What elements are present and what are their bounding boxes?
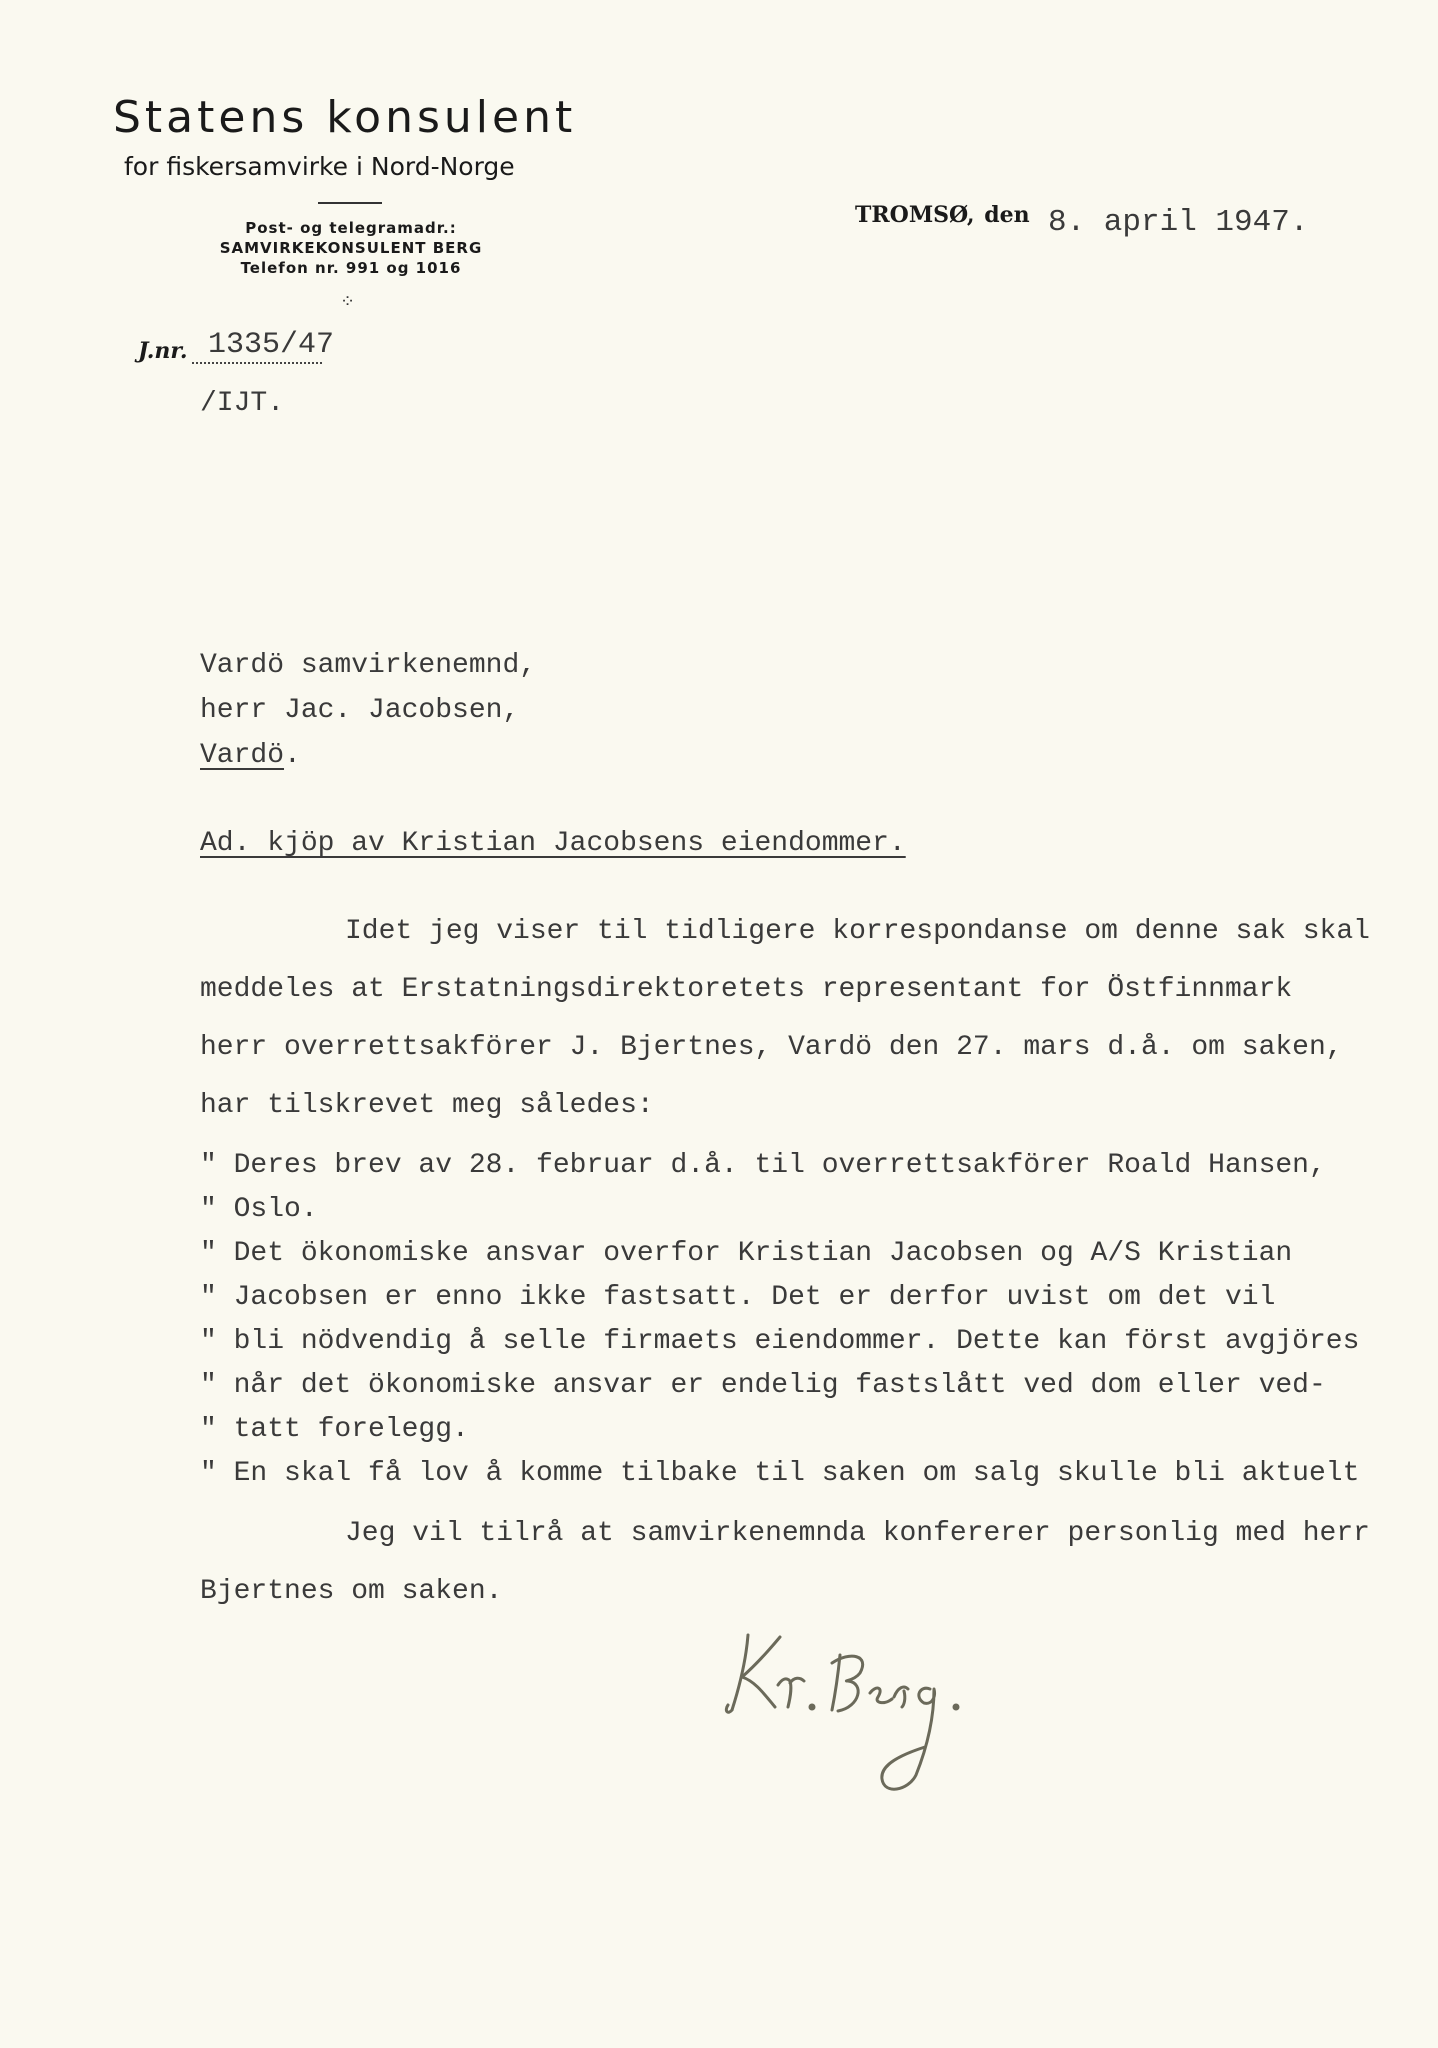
journal-number-label: J.nr.	[138, 338, 188, 364]
recipient-city-period: .	[284, 740, 301, 771]
recipient-line-2: herr Jac. Jacobsen,	[200, 695, 520, 726]
letterhead-divider	[318, 202, 382, 204]
recipient-line-1: Vardö samvirkenemnd,	[200, 650, 537, 681]
ornament-icon: ⁘	[340, 291, 356, 312]
quote-line: " Deres brev av 28. februar d.å. til overrettsakförer Roald Hansen,	[200, 1150, 1326, 1181]
letter-subject: Ad. kjöp av Kristian Jacobsens eiendommer.	[200, 828, 906, 859]
letterhead-subtitle: for fiskersamvirke i Nord-Norge	[124, 152, 515, 181]
quote-line: " Det ökonomiske ansvar overfor Kristian Jacobsen og A/S Kristian	[200, 1238, 1293, 1269]
reference-initials: /IJT.	[200, 388, 285, 419]
letterhead-contact	[190, 218, 512, 278]
body-line-1: Idet jeg viser til tidligere korrespondanse om denne sak skal	[345, 916, 1370, 947]
recipient-line-3	[200, 740, 301, 771]
contact-line-2: SAMVIRKEKONSULENT BERG	[219, 239, 483, 257]
closing-line-1: Jeg vil tilrå at samvirkenemnda konfererer personlig med herr	[345, 1518, 1370, 1549]
body-line-2: meddeles at Erstatningsdirektoretets representant for Östfinnmark	[200, 974, 1293, 1005]
recipient-city: Vardö	[200, 740, 285, 771]
contact-line-1: Post- og telegramadr.:	[245, 219, 457, 237]
quote-line: " En skal få lov å komme tilbake til saken om salg skulle bli aktuelt	[200, 1458, 1360, 1489]
quote-line: " Jacobsen er enno ikke fastsatt. Det er derfor uvist om det vil	[200, 1282, 1276, 1313]
quote-line: " når det ökonomiske ansvar er endelig fastslått ved dom eller ved-	[200, 1370, 1326, 1401]
place-name: TROMSØ,	[855, 202, 975, 228]
contact-line-3: Telefon nr. 991 og 1016	[240, 259, 462, 277]
letter-date: 8. april 1947.	[1048, 205, 1309, 240]
place-den: den	[984, 202, 1030, 228]
body-line-4: har tilskrevet meg således:	[200, 1090, 654, 1121]
place-header	[855, 202, 1030, 228]
handwritten-signature	[720, 1615, 1020, 1805]
closing-line-2: Bjertnes om saken.	[200, 1576, 503, 1607]
quote-line: " Oslo.	[200, 1194, 318, 1225]
quote-line: " tatt forelegg.	[200, 1414, 469, 1445]
journal-number-value: 1335/47	[208, 328, 335, 362]
letterhead-title: Statens konsulent	[113, 92, 577, 143]
body-line-3: herr overrettsakförer J. Bjertnes, Vardö den 27. mars d.å. om saken,	[200, 1032, 1343, 1063]
quote-line: " bli nödvendig å selle firmaets eiendommer. Dette kan först avgjöres	[200, 1326, 1360, 1357]
